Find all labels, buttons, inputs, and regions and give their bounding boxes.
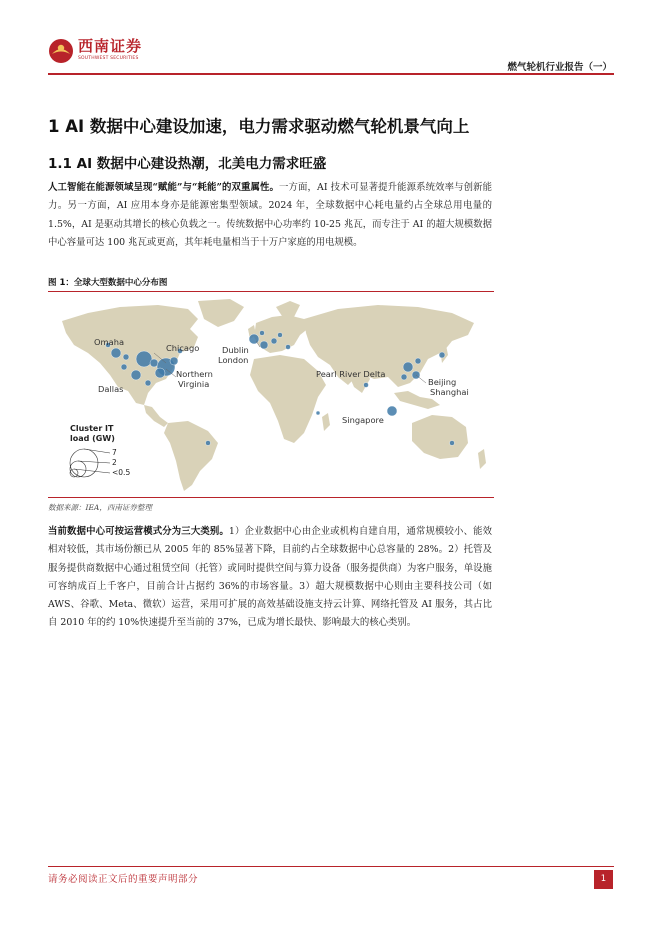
world-map-graphic <box>48 293 494 496</box>
label-northern-virginia-line1: Northern <box>176 369 213 379</box>
datacenter-bubble <box>401 374 407 380</box>
datacenter-bubble <box>387 406 397 416</box>
label-singapore: Singapore <box>342 415 384 425</box>
header-divider <box>48 73 614 75</box>
intro-body-text: 一方面，AI 技术可显著提升能源系统效率与创新能力。另一方面，AI 应用本身亦是能源密集型领域。2024 年，全球数据中心耗电量约占全球总用电量的 1.5%，AI 是驱动其增长的核心负载之一。传统数据中心功率约 10-25 兆瓦，而专注于 AI 的超大规模数据中心容量可达 100 兆瓦或更高，其年耗电量相当于十万户家庭的用电规模。 <box>48 182 492 248</box>
categories-lead-sentence: 当前数据中心可按运营模式分为三大类别。 <box>48 526 229 537</box>
datacenter-bubble <box>403 362 413 372</box>
label-omaha: Omaha <box>94 337 125 347</box>
categories-body-text: 1）企业数据中心由企业或机构自建自用，通常规模较小、能效相对较低，其市场份额已从 2005 年的 85%显著下降，目前约占全球数据中心总容量的 28%。2）托管及服务提供商数据中心通过租赁空间（托管）或同时提供空间与算力设备（服务提供商）为客户服务，单设施可容纳成百上千客户，目前合计占据约 36%的市场容量。3）超大规模数据中心则由主要科技公司（如 AWS、谷歌、Meta、微软）运营，采用可扩展的高效基础设施支持云计算、网络托管及 AI 服务，其占比自 2010 年的约 10%快速提升至当前的 37%，已成为增长最快、影响最大的核心类别。 <box>48 526 492 629</box>
datacenter-bubble <box>145 380 151 386</box>
datacenter-bubble <box>150 359 158 367</box>
legend-value-small: <0.5 <box>112 468 131 477</box>
datacenter-bubble <box>136 351 152 367</box>
intro-paragraph <box>48 179 492 252</box>
datacenter-bubble <box>121 364 127 370</box>
figure-source: 数据来源：IEA，西南证券整理 <box>48 503 152 512</box>
datacenter-world-map <box>48 293 494 496</box>
label-dublin: Dublin <box>222 345 249 355</box>
company-logo <box>48 38 142 64</box>
label-chicago: Chicago <box>166 343 200 353</box>
datacenter-bubble <box>249 334 259 344</box>
datacenter-bubble <box>170 357 178 365</box>
disclaimer-notice: 请务必阅读正文后的重要声明部分 <box>48 874 199 885</box>
label-pearl-river-delta: Pearl River Delta <box>316 369 386 379</box>
datacenter-bubble <box>111 348 121 358</box>
datacenter-bubble <box>364 383 369 388</box>
datacenter-bubble <box>450 441 455 446</box>
datacenter-bubble <box>206 441 211 446</box>
figure-top-rule <box>48 291 494 292</box>
datacenter-bubble <box>260 341 268 349</box>
legend-value-large: 7 <box>112 448 117 457</box>
datacenter-bubble <box>278 333 283 338</box>
datacenter-bubble <box>439 352 445 358</box>
datacenter-bubble <box>286 345 291 350</box>
figure-caption: 图 1：全球大型数据中心分布图 <box>48 278 168 288</box>
datacenter-bubble <box>316 411 320 415</box>
datacenter-bubble <box>415 358 421 364</box>
datacenter-bubble <box>271 338 277 344</box>
categories-paragraph <box>48 523 492 633</box>
label-shanghai: Shanghai <box>430 387 469 397</box>
legend-title-line1: Cluster IT <box>70 424 114 433</box>
report-title: 燃气轮机行业报告（一） <box>507 62 612 73</box>
legend-value-medium: 2 <box>112 458 117 467</box>
section-heading: 1 AI 数据中心建设加速，电力需求驱动燃气轮机景气向上 <box>48 117 470 136</box>
datacenter-bubble <box>155 368 165 378</box>
logo-english-name: SOUTHWEST SECURITIES <box>78 56 139 61</box>
datacenter-bubble <box>260 331 265 336</box>
figure-bottom-rule <box>48 497 494 498</box>
label-northern-virginia-line2: Virginia <box>178 379 210 389</box>
logo-mark-icon <box>48 38 74 64</box>
datacenter-bubble <box>131 370 141 380</box>
subsection-heading: 1.1 AI 数据中心建设热潮，北美电力需求旺盛 <box>48 156 327 172</box>
logo-chinese-name: 西南证券 <box>78 37 143 55</box>
intro-lead-sentence: 人工智能在能源领域呈现“赋能”与“耗能”的双重属性。 <box>48 182 280 193</box>
label-london: London <box>218 355 249 365</box>
legend-title-line2: load (GW) <box>70 434 115 443</box>
datacenter-bubble <box>123 354 129 360</box>
page-number: 1 <box>594 870 613 889</box>
footer-divider <box>48 866 614 867</box>
page-header <box>48 38 614 74</box>
label-beijing: Beijing <box>428 377 457 387</box>
label-dallas: Dallas <box>98 384 124 394</box>
